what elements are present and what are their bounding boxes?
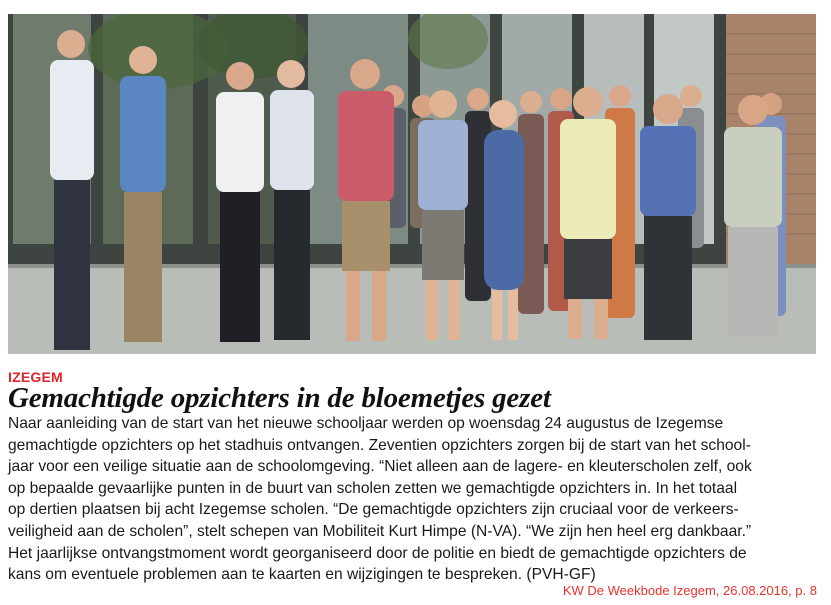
article-body-line: kans om eventuele problemen aan te kaarten en wijzigingen te bespreken. (PVH-GF) [8, 566, 596, 584]
article-body [8, 413, 816, 586]
article-body-line: Naar aanleiding van de start van het nieuwe schooljaar werden op woensdag 24 augustus de Izegemse [8, 415, 724, 432]
article-body-line: Het jaarlijkse ontvangstmoment wordt georganiseerd door de politie en biedt de gemachtigde opzichters de [8, 544, 747, 562]
article-headline: Gemachtigde opzichters in de bloemetjes gezet [8, 382, 551, 414]
article-body-line: jaar voor een veilige situatie aan de schoolomgeving. “Niet alleen aan de lagere- en kleuterscholen zelf, ook [8, 458, 752, 476]
article-body-line: op bepaalde gevaarlijke punten in de buurt van scholen zetten we gemachtigde opzichters in. In het totaal [8, 479, 738, 497]
article-body-line: veiligheid aan de scholen”, stelt schepen van Mobiliteit Kurt Himpe (N-VA). “We zijn hen heel erg dankbaar.” [8, 522, 752, 540]
article-source: KW De Weekbode Izegem, 26.08.2016, p. 8 [562, 583, 817, 598]
article-kicker: IZEGEM [8, 369, 63, 385]
group-photo [8, 14, 816, 354]
article-body-line: gemachtigde opzichters op het stadhuis ontvangen. Zeventien opzichters zorgen bij de start van het school- [8, 436, 751, 454]
article-body-line: op dertien plaatsen bij acht Izegemse scholen. “De gemachtigde opzichters zijn cruciaal voor de verkeers- [8, 501, 739, 519]
